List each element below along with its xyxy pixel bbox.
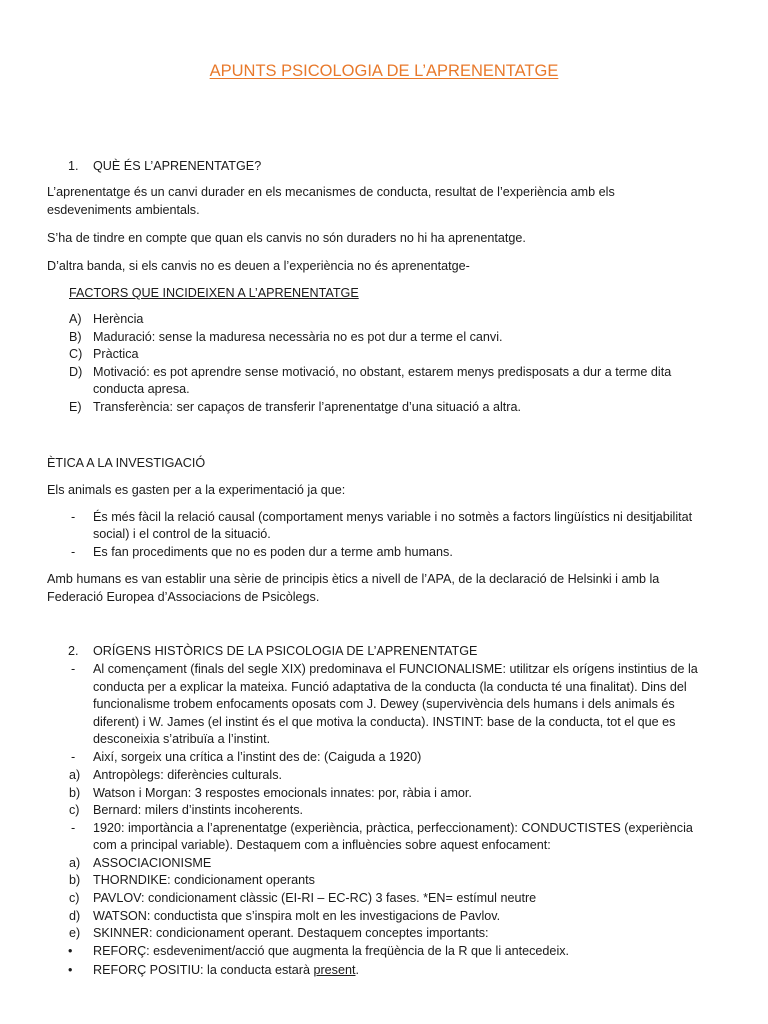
list-marker: - [71,821,76,835]
list-marker: b) [69,786,81,800]
section-1-number: 1. [68,159,79,173]
list-item [93,962,359,978]
list-item-suffix: . [355,963,359,977]
list-item: PAVLOV: condicionament clàssic (EI-RI – EC-RC) 3 fases. *EN= estímul neutre [93,891,537,905]
section-2-heading: ORÍGENS HISTÒRICS DE LA PSICOLOGIA DE L’APRENENTATGE [93,644,478,658]
paragraph: S’ha de tindre en compte que quan els canvis no són duraders no hi ha aprenentatge. [47,231,526,245]
list-item: Maduració: sense la maduresa necessària no es pot dur a terme el canvi. [93,330,503,344]
paragraph-line: Federació Europea d’Associacions de Psicòlegs. [47,590,320,604]
paragraph: D’altra banda, si els canvis no es deuen a l’experiència no és aprenentatge- [47,259,470,273]
list-item: Pràctica [93,347,139,361]
list-item: Antropòlegs: diferències culturals. [93,768,283,782]
list-item-continued: com a principal variable). Destaquem com a influències sobre aquest enfocament: [93,838,551,852]
bullet-marker: • [68,944,73,958]
list-item: SKINNER: condicionament operant. Destaquem conceptes importants: [93,926,489,940]
list-marker: A) [69,312,82,326]
document-title: APUNTS PSICOLOGIA DE L’APRENENTATGE [209,62,559,80]
list-marker: a) [69,856,81,870]
ethics-heading: ÈTICA A LA INVESTIGACIÓ [47,456,206,470]
paragraph-line: esdeveniments ambientals. [47,203,200,217]
list-item-continued: diferent) i W. James (el instint és el que motiva la conducta). INSTINT: base de la conducta, tot el que es [93,715,676,729]
list-item: ASSOCIACIONISME [93,856,212,870]
list-marker: E) [69,400,82,414]
list-item: Transferència: ser capaços de transferir l’aprenentatge d’una situació a altra. [93,400,521,414]
factors-heading: FACTORS QUE INCIDEIXEN A L’APRENENTATGE [69,286,359,300]
section-2-number: 2. [68,644,79,658]
list-item: 1920: importància a l’aprenentatge (experiència, pràctica, perfeccionament): CONDUCTISTES (experiència [93,821,693,835]
list-item: És més fàcil la relació causal (comportament menys variable i no sotmès a factors lingüístics ni desitjabilitat [93,510,693,524]
list-item: Watson i Morgan: 3 respostes emocionals innates: por, ràbia i amor. [93,786,472,800]
list-item: Bernard: milers d’instints incoherents. [93,803,303,817]
list-item-continued: funcionalisme trobem enfocaments oposats com J. Dewey (supervivència dels humans i dels animals és [93,697,675,711]
list-item: Es fan procediments que no es poden dur a terme amb humans. [93,545,453,559]
paragraph: Els animals es gasten per a la experimentació ja que: [47,483,346,497]
section-1-heading: QUÈ ÉS L’APRENENTATGE? [93,159,262,173]
list-marker: - [71,510,76,524]
list-item-text: REFORÇ POSITIU: la conducta estarà [93,963,314,977]
list-item: REFORÇ: esdeveniment/acció que augmenta la freqüència de la R que li antecedeix. [93,944,570,958]
list-marker: c) [69,803,80,817]
bullet-marker: • [68,963,73,977]
list-marker: b) [69,873,81,887]
paragraph-line: L’aprenentatge és un canvi durader en els mecanismes de conducta, resultat de l’experiència amb els [47,185,615,199]
list-marker: D) [69,365,83,379]
list-item: Al començament (finals del segle XIX) predominava el FUNCIONALISME: utilitzar els orígens instintius de la [93,662,698,676]
list-item-continued: conducta apresa. [93,382,190,396]
list-item-continued: social) i el control de la situació. [93,527,271,541]
list-marker: B) [69,330,82,344]
list-item: Motivació: es pot aprendre sense motivació, no obstant, estarem menys predisposats a dur a terme dita [93,365,672,379]
list-item: Així, sorgeix una crítica a l’instint des de: (Caiguda a 1920) [93,750,422,764]
paragraph-line: Amb humans es van establir una sèrie de principis ètics a nivell de l’APA, de la declaració de Helsinki i amb la [47,572,660,586]
underlined-word: present [313,963,356,977]
list-marker: a) [69,768,81,782]
list-item-continued: conducta per a explicar la mateixa. Funció adaptativa de la conducta (la conducta té una finalitat). Dins del [93,680,687,694]
list-item-continued: desconeixia s’atribuïa a l’instint. [93,732,271,746]
list-marker: e) [69,926,81,940]
list-marker: d) [69,909,81,923]
list-marker: - [71,545,76,559]
list-marker: - [71,750,76,764]
list-item: THORNDIKE: condicionament operants [93,873,315,887]
list-marker: C) [69,347,83,361]
list-marker: c) [69,891,80,905]
list-item: WATSON: conductista que s’inspira molt en les investigacions de Pavlov. [93,909,501,923]
list-item: Herència [93,312,144,326]
list-marker: - [71,662,76,676]
